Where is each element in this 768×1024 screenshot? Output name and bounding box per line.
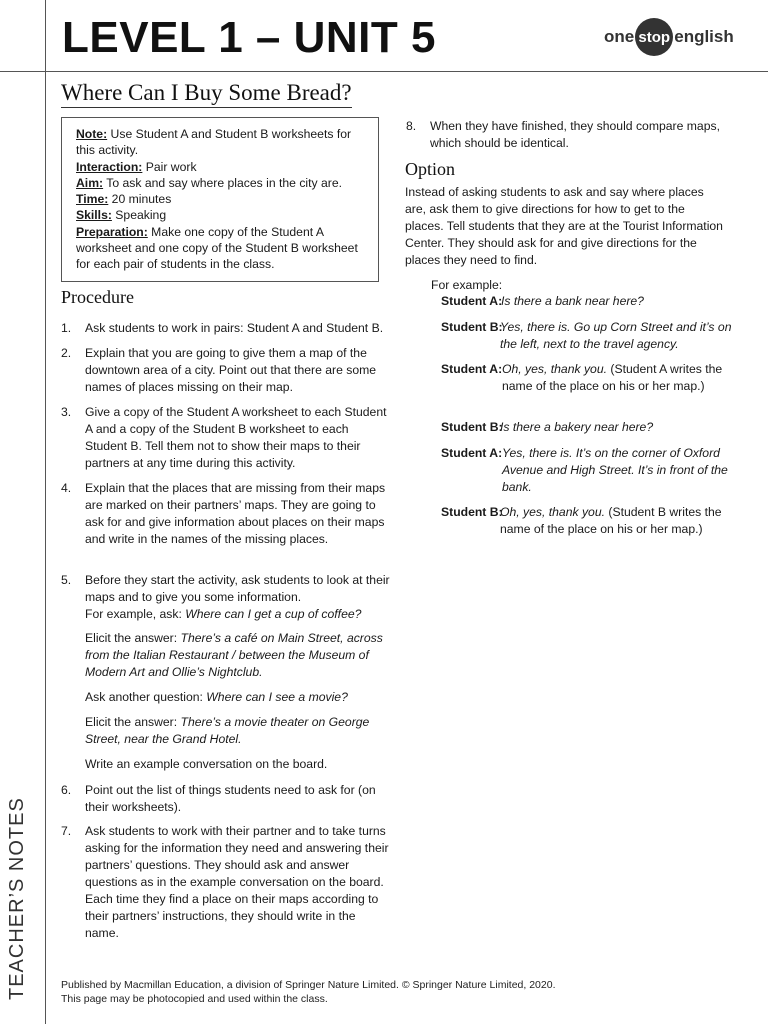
page-title: LEVEL 1 – UNIT 5 (62, 13, 436, 62)
aim-line: Aim: To ask and say where places in the city are. (76, 175, 343, 190)
dialogue-line: Yes, there is. It’s on the corner of Oxford Avenue and High Street. It’s in front of the bank. (502, 446, 728, 494)
step5-elicit-2: Elicit the answer: There’s a movie theater on George Street, near the Grand Hotel. (85, 715, 370, 746)
option-heading: Option (405, 159, 456, 179)
step5-ask-2: Ask another question: Where can I see a movie? (85, 690, 348, 704)
dialogue-speaker: Student A: (441, 362, 503, 376)
logo-one: one (604, 27, 635, 46)
onestopenglish-logo (604, 20, 734, 54)
dialogue-speaker: Student B: (441, 420, 503, 434)
dialogue-speaker: Student A: (441, 446, 503, 460)
step5-elicit-1: Elicit the answer: There’s a café on Main Street, across from the Italian Restaurant / between the Museum of Modern Art and Ollie’s Nightclub. (85, 631, 383, 679)
option-text: Instead of asking students to ask and say where places are, ask them to give directions for how to get to the places. Tell students that they are at the Tourist Information Center. They should ask for and give directions for the places they need to find. (405, 185, 723, 267)
preparation-line: Preparation: Make one copy of the Student A worksheet and one copy of the Student B worksheet for each pair of students in the class. (76, 224, 358, 272)
step5-write: Write an example conversation on the board. (85, 757, 328, 771)
procedure-heading: Procedure (61, 287, 134, 307)
dialogue-speaker: Student A: (441, 294, 503, 308)
dialogue-line: Is there a bank near here? (501, 294, 644, 308)
dialogue-speaker: Student B: (441, 320, 503, 334)
interaction-line: Interaction: Pair work (76, 159, 197, 174)
footer (61, 979, 556, 1006)
logo-english: english (674, 27, 734, 46)
for-example-label: For example: (431, 278, 503, 292)
dialogue-line: Oh, yes, thank you. (Student B writes the name of the place on his or her map.) (500, 505, 722, 536)
dialogue-line: Yes, there is. Go up Corn Street and it’s on the left, next to the travel agency. (500, 320, 732, 351)
time-line: Time: 20 minutes (76, 192, 172, 207)
skills-line: Skills: Speaking (76, 208, 167, 223)
side-label: TEACHER’S NOTES (6, 797, 28, 1000)
dialogue-line: Oh, yes, thank you. (Student A writes the name of the place on his or her map.) (502, 362, 723, 393)
footer-copy-note: This page may be photocopied and used within the class. (61, 992, 328, 1005)
notes-box (61, 117, 379, 282)
footer-publisher: Published by Macmillan Education, a division of Springer Nature Limited. © Springer Nature Limited, 2020. (61, 979, 556, 991)
logo-stop: stop (635, 18, 673, 56)
document-title: Where Can I Buy Some Bread? (61, 80, 352, 108)
note-line: Note: Use Student A and Student B worksheets for this activity. (76, 127, 352, 158)
dialogue-line: Is there a bakery near here? (500, 420, 654, 434)
dialogue-speaker: Student B: (441, 505, 503, 519)
